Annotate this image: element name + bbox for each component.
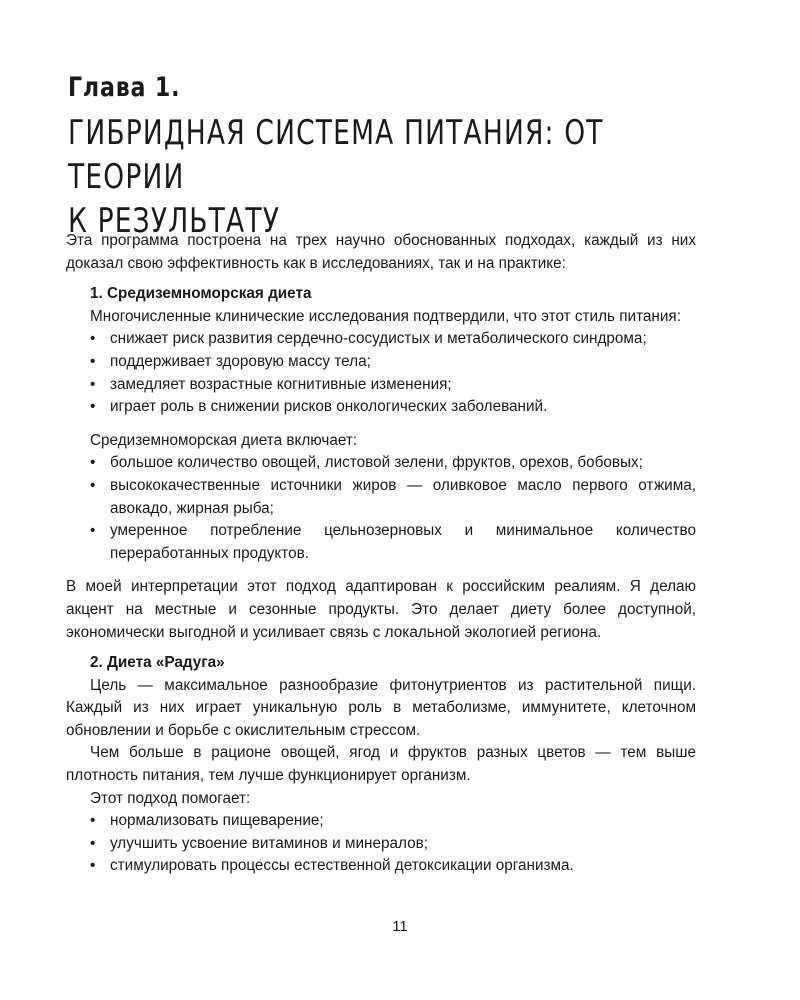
chapter-title <box>68 111 692 243</box>
section1-lead-2: Средиземноморская диета включает: <box>90 431 358 449</box>
chapter-label: Глава 1. <box>68 72 181 103</box>
section1-lead: Многочисленные клинические исследования подтвердили, что этот стиль питания: <box>90 307 681 325</box>
list-item: • замедляет возрастные когнитивные изменения; <box>66 374 696 397</box>
chapter-title-line-1: ГИБРИДНАЯ СИСТЕМА ПИТАНИЯ: ОТ ТЕОРИИ <box>68 113 604 197</box>
list-item: • играет роль в снижении рисков онкологических заболеваний. <box>66 396 696 419</box>
list-item: • поддерживает здоровую массу тела; <box>66 351 696 374</box>
section-heading-mediterranean: 1. Средиземноморская диета <box>90 285 312 303</box>
section1-includes-list <box>66 452 696 565</box>
section2-benefits-list <box>66 810 696 878</box>
section2-paragraph-2: Чем больше в рационе овощей, ягод и фруктов разных цветов — тем выше плотность питания, тем лучше функционирует организм. <box>66 744 696 785</box>
list-item: • улучшить усвоение витаминов и минералов; <box>66 833 696 856</box>
list-item: • умеренное потребление цельнозерновых и минимальное количество переработанных продуктов. <box>66 520 696 565</box>
chapter-title-line-2: К РЕЗУЛЬТАТУ <box>68 201 281 241</box>
list-item: • снижает риск развития сердечно-сосудистых и метаболического синдрома; <box>66 328 696 351</box>
section1-benefits-list <box>66 328 696 418</box>
list-item: • большое количество овощей, листовой зелени, фруктов, орехов, бобовых; <box>66 452 696 475</box>
list-item: • высококачественные источники жиров — оливковое масло первого отжима, авокадо, жирная рыба; <box>66 475 696 520</box>
interpretation-paragraph: В моей интерпретации этот подход адаптирован к российским реалиям. Я делаю акцент на местные и сезонные продукты. Это делает диету более доступной, экономически выгодной и усиливает связь с локальной экологией региона. <box>66 578 696 641</box>
intro-paragraph: Эта программа построена на трех научно обоснованных подходах, каждый из них доказал свою эффективность как в исследованиях, так и на практике: <box>66 232 696 272</box>
section-heading-rainbow: 2. Диета «Радуга» <box>90 654 225 672</box>
list-item: • нормализовать пищеварение; <box>66 810 696 833</box>
section2-lead: Этот подход помогает: <box>90 789 251 807</box>
body-text <box>66 230 696 878</box>
list-item: • стимулировать процессы естественной детоксикации организма. <box>66 855 696 878</box>
section2-paragraph-1: Цель — максимальное разнообразие фитонутриентов из растительной пищи. Каждый из них играет уникальную роль в метаболизме, иммунитете, клеточном обновлении и борьбе с окислительным стрессом. <box>66 676 696 739</box>
page-number: 11 <box>392 918 408 935</box>
